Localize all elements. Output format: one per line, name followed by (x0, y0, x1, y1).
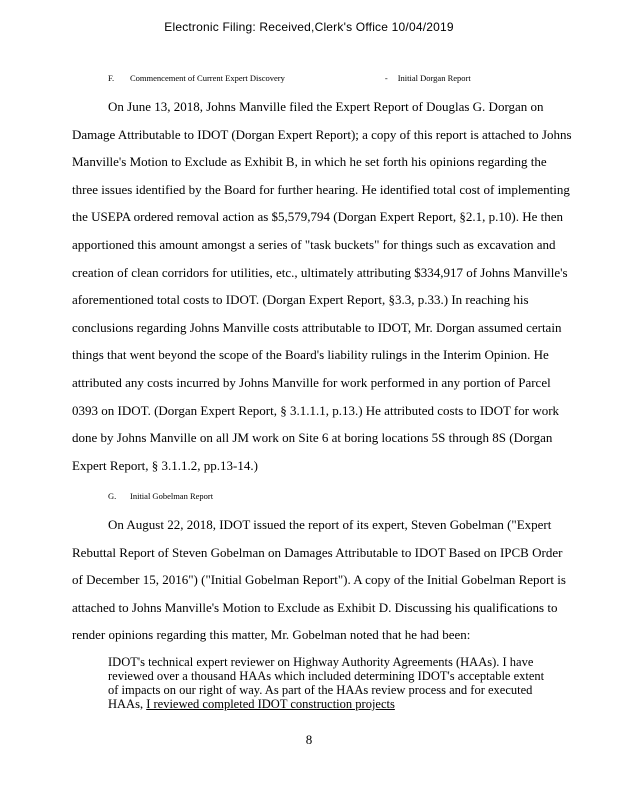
filing-stamp-header: Electronic Filing: Received,Clerk's Office 10/04/2019 (164, 20, 454, 34)
block-quote-underlined-text: I reviewed completed IDOT construction projects (146, 697, 395, 711)
section-f-body (72, 93, 572, 479)
block-quote (108, 655, 548, 711)
section-g-heading (108, 491, 213, 501)
section-g-title: Initial Gobelman Report (130, 491, 214, 501)
section-f-heading (108, 73, 471, 83)
section-f-subtitle: Initial Dorgan Report (397, 73, 471, 83)
section-f-separator: - (384, 73, 388, 83)
section-g-letter: G. (108, 491, 117, 501)
section-f-letter: F. (108, 73, 115, 83)
section-g-paragraph: On August 22, 2018, IDOT issued the report of its expert, Steven Gobelman ("Expert Rebuttal Report of Steven Gobelman on Damages Attributable to IDOT Based on IPCB Order of December 15, 2016") ("Initial Gobelman Report"). A copy of the Initial Gobelman Report is attached to Johns Manville's Motion to Exclude as Exhibit D. Discussing his qualifications to render opinions regarding this matter, Mr. Gobelman noted that he had been: (72, 517, 566, 643)
section-g-body (72, 511, 572, 649)
section-f-paragraph: On June 13, 2018, Johns Manville filed the Expert Report of Douglas G. Dorgan on Damage Attributable to IDOT (Dorgan Expert Report); a copy of this report is attached to Johns Manville's Motion to Exclude as Exhibit B, in which he set forth his opinions regarding the three issues identified by the Board for further hearing. He identified total cost of implementing the USEPA ordered removal action as $5,579,794 (Dorgan Expert Report, §2.1, p.10). He then apportioned this amount amongst a series of "task buckets" for things such as excavation and creation of clean corridors for utilities, etc., ultimately attributing $334,917 of Johns Manville's aforementioned total costs to IDOT. (Dorgan Expert Report, §3.3, p.33.) In reaching his conclusions regarding Johns Manville costs attributable to IDOT, Mr. Dorgan assumed certain things that went beyond the scope of the Board's liability rulings in the Interim Opinion. He attributed any costs incurred by Johns Manville for work performed in any portion of Parcel 0393 on IDOT. (Dorgan Expert Report, § 3.1.1.1, p.13.) He attributed costs to IDOT for work done by Johns Manville on all JM work on Site 6 at boring locations 5S through 8S (Dorgan Expert Report, § 3.1.1.2, pp.13-14.) (72, 99, 572, 473)
page-number: 8 (305, 732, 313, 747)
block-quote-text: IDOT's technical expert reviewer on Highway Authority Agreements (HAAs). I have reviewed over a thousand HAAs which included determining IDOT's acceptable extent of impacts on our right of way. As part of the HAAs review process and for executed HAAs, (108, 655, 545, 711)
section-f-title: Commencement of Current Expert Discovery (130, 73, 285, 83)
